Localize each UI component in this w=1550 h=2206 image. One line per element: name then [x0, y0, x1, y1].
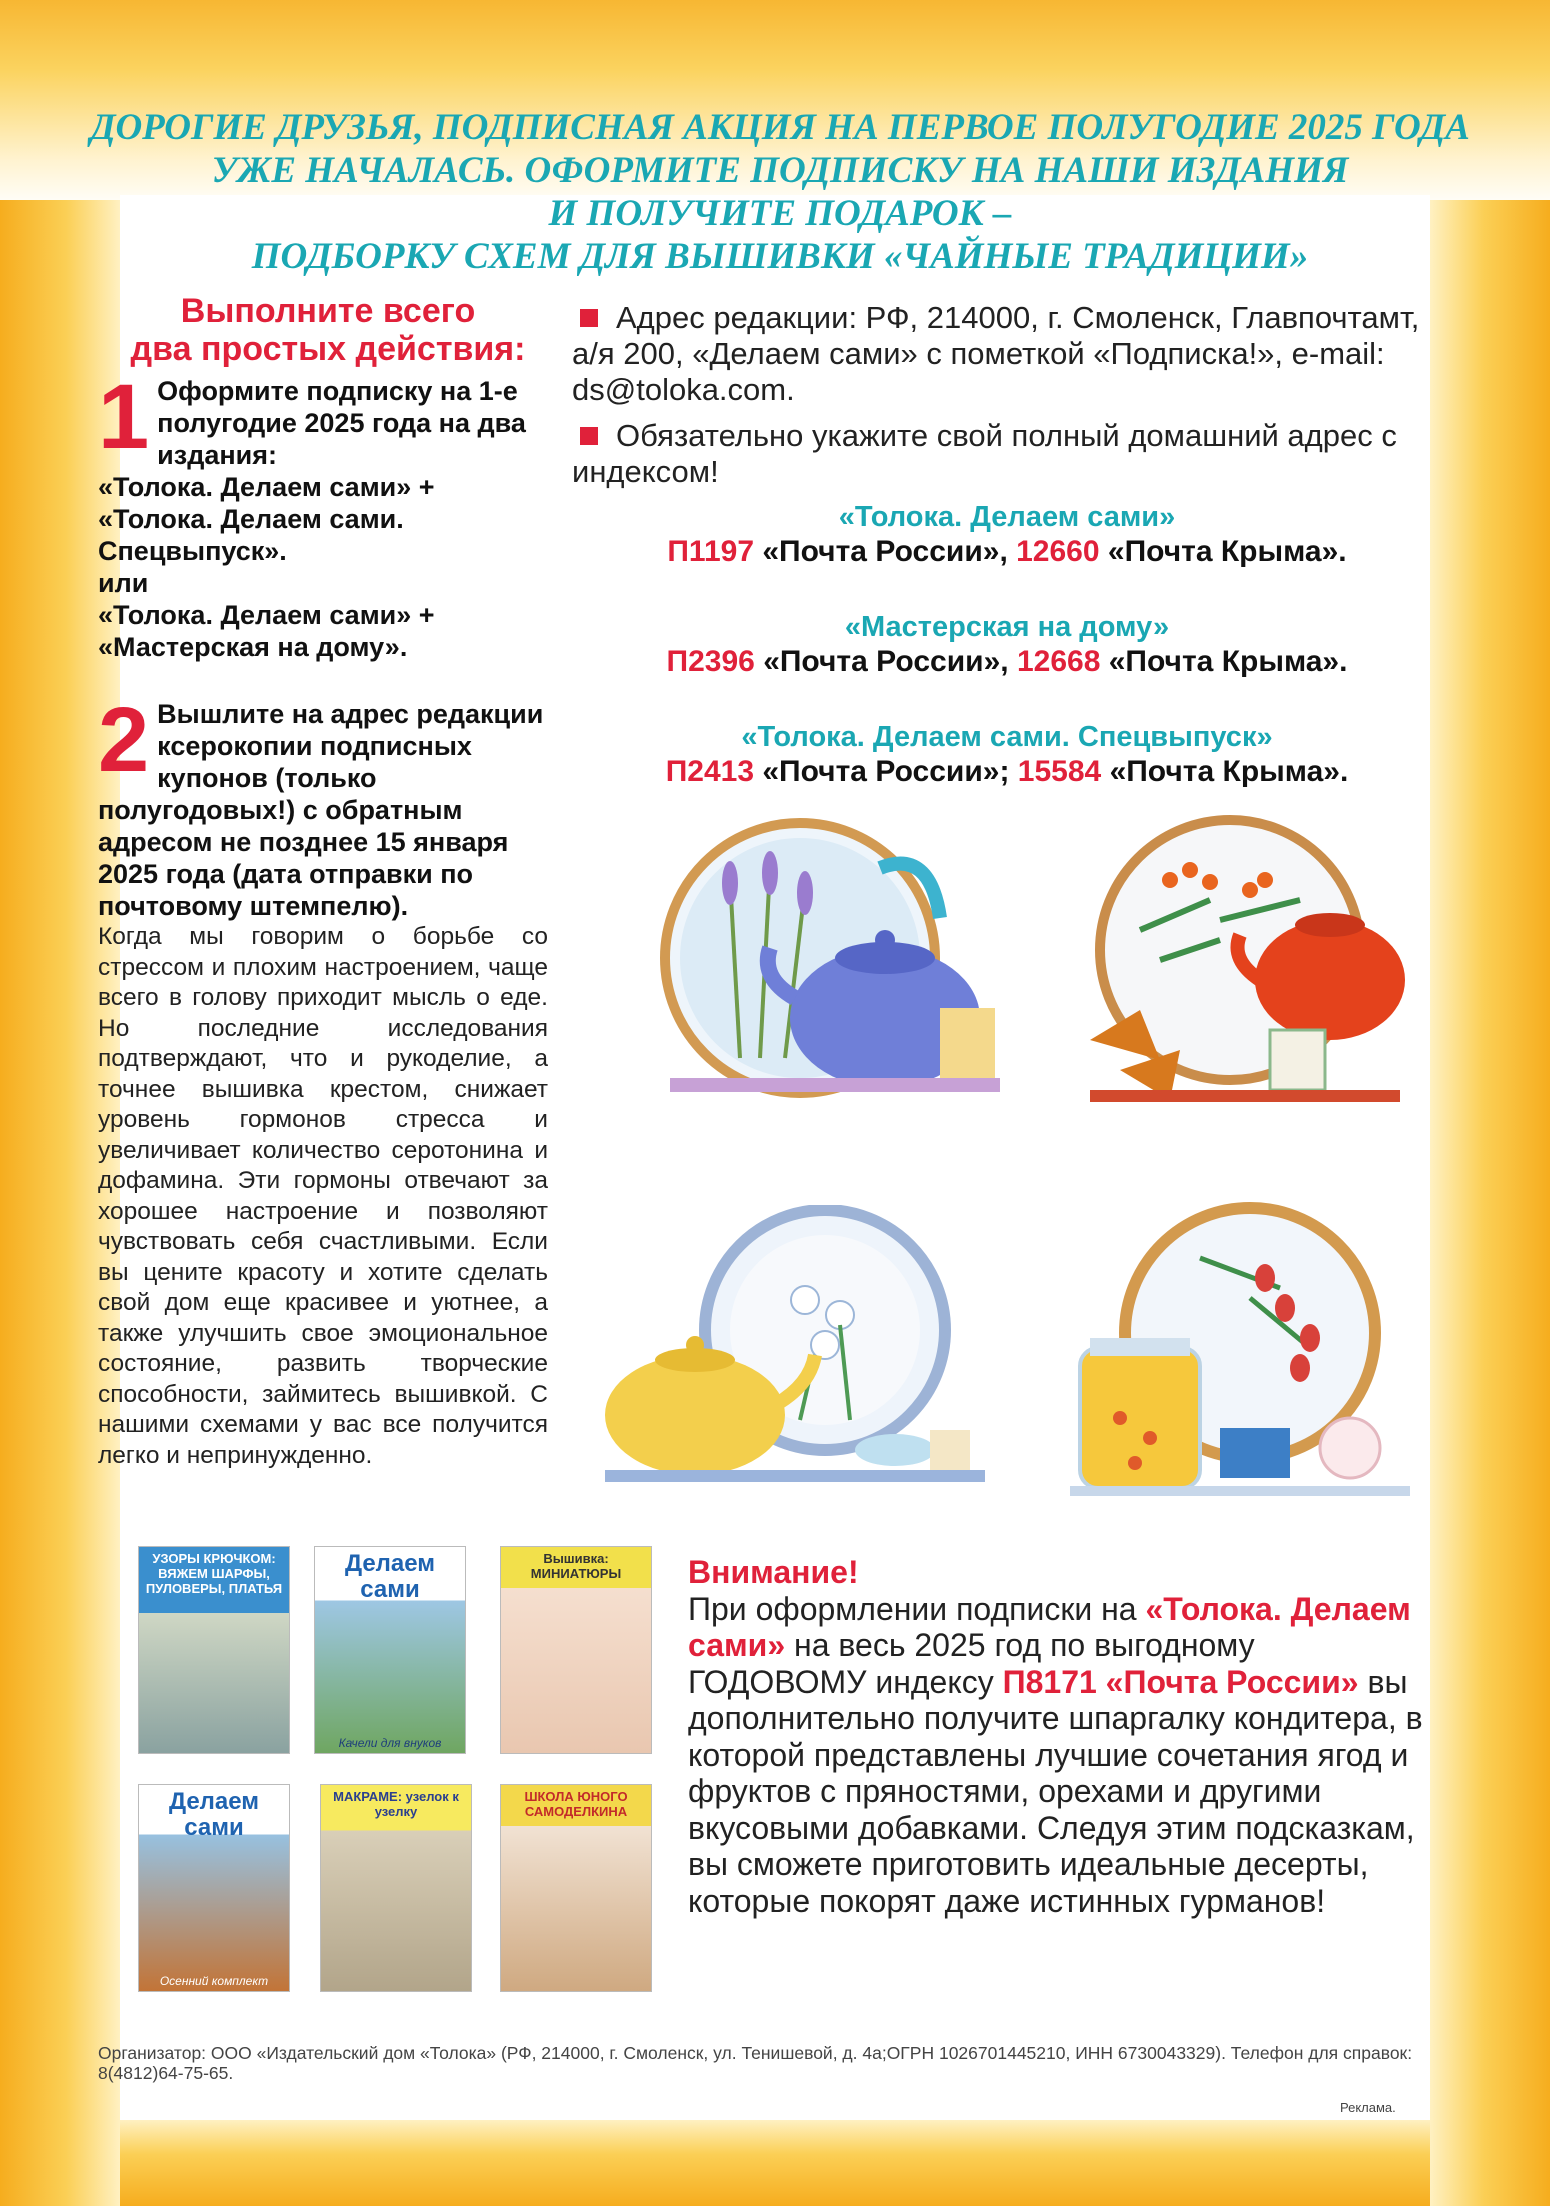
publication-2 — [572, 610, 1442, 680]
attention-title: Внимание! — [688, 1554, 859, 1590]
index-crimea: 12660 — [1016, 535, 1100, 568]
step-text: «Толока. Делаем сами» + «Мастерская на дому». — [98, 600, 435, 662]
publication-index — [572, 644, 1442, 680]
embroidery-red-teapot — [1050, 810, 1430, 1125]
organizer-info: Организатор: ООО «Издательский дом «Толока» (РФ, 214000, г. Смоленск, ул. Тенишевой, д. 4а;ОГРН 1026701445210, ИНН 6730043329). Телефон для справок: 8(4812)64-75-65. — [98, 2043, 1413, 2083]
post-russia: «Почта России»; — [762, 755, 1010, 788]
publication-index — [572, 754, 1442, 790]
frame-bottom — [120, 2120, 1430, 2206]
cover-caption: Качели для внуков — [338, 1736, 442, 1750]
magazine-cover — [314, 1546, 466, 1754]
frame-right — [1430, 200, 1550, 2206]
editorial-address — [572, 300, 1442, 408]
headline-line: УЖЕ НАЧАЛАСЬ. ОФОРМИТЕ ПОДПИСКУ НА НАШИ ИЗДАНИЯ — [211, 150, 1349, 191]
index-crimea: 12668 — [1016, 645, 1101, 678]
attention-text: на весь 2025 год по выгодному ГОДОВОМУ индексу — [688, 1627, 1255, 1700]
headline-line: И ПОЛУЧИТЕ ПОДАРОК – — [548, 193, 1012, 234]
post-crimea: «Почта Крыма». — [1107, 535, 1347, 568]
embroidery-blue-teapot — [610, 808, 1030, 1118]
steps-title — [108, 292, 548, 368]
step-number: 2 — [98, 689, 150, 791]
publication-index — [572, 534, 1442, 570]
cover-caption — [321, 1985, 471, 1991]
step-text: Вышлите на адрес редакции ксерокопии подписных купонов (только полугодовых!) с обратным адресом не позднее 15 января 2025 года (дата отправки по почтовому штемпелю). — [98, 699, 544, 921]
step-text: «Толока. Делаем сами» + «Толока. Делаем сами. Спецвыпуск». — [98, 472, 435, 566]
attention-text: При оформлении подписки на — [688, 1590, 1146, 1627]
square-bullet-icon — [580, 427, 598, 445]
cover-title: Вышивка: МИНИАТЮРЫ — [530, 1551, 622, 1581]
headline-line: ПОДБОРКУ СХЕМ ДЛЯ ВЫШИВКИ «ЧАЙНЫЕ ТРАДИЦИИ» — [251, 236, 1309, 277]
index-russia: П2413 — [665, 755, 755, 788]
embroidery-rosehip-jar — [1050, 1198, 1430, 1508]
step-1 — [98, 366, 548, 663]
cover-title: МАКРАМЕ: узелок к узелку — [333, 1789, 459, 1819]
post-russia: «Почта России», — [762, 535, 1008, 568]
index-russia: П2396 — [666, 645, 755, 678]
cover-caption — [501, 1747, 651, 1753]
embroidery-yellow-teapot — [585, 1205, 1005, 1495]
cover-title: ШКОЛА ЮНОГО САМОДЕЛКИНА — [524, 1789, 628, 1819]
post-crimea: «Почта Крыма». — [1108, 645, 1348, 678]
publication-name: «Толока. Делаем сами» — [838, 501, 1176, 533]
step-text: Оформите подписку на 1-е полугодие 2025 года на два издания: — [157, 376, 526, 470]
publication-3 — [572, 720, 1442, 790]
index-crimea: 15584 — [1017, 755, 1102, 788]
headline-line: ДОРОГИЕ ДРУЗЬЯ, ПОДПИСНАЯ АКЦИЯ НА ПЕРВОЕ ПОЛУГОДИЕ 2025 ГОДА — [90, 107, 1470, 148]
attention-index: П8171 «Почта России» — [1002, 1663, 1359, 1700]
article-text: Когда мы говорим о борьбе со стрессом и плохим настроением, чаще всего в голову приходит мысль о еде. Но последние исследования подтверждают, что и рукоделие, а точнее вышивка крестом, снижает уровень гормонов стресса и увеличивает количество серотонина и дофамина. Эти гормоны отвечают за хорошее настроение и позволяют чувствовать себя счастливыми. Если вы цените красоту и хотите сделать свой дом еще красивее и уютнее, а также улучшить свое эмоциональное состояние, развить творческие способности, займитесь вышивкой. С нашими схемами у вас все получится легко и непринужденно. — [98, 923, 548, 1469]
cover-caption — [139, 1747, 289, 1753]
index-russia: П1197 — [667, 535, 755, 568]
step-text: или — [98, 568, 149, 598]
steps-title-line: два простых действия: — [130, 330, 526, 368]
steps-title-line: Выполните всего — [180, 292, 476, 330]
step-number: 1 — [98, 366, 150, 468]
cover-title: Делаем сами — [168, 1788, 260, 1841]
magazine-cover — [138, 1546, 290, 1754]
headline — [80, 106, 1480, 278]
post-crimea: «Почта Крыма». — [1109, 755, 1349, 788]
cover-caption: Осенний комплект — [159, 1974, 269, 1988]
cover-caption — [501, 1985, 651, 1991]
magazine-cover — [138, 1784, 290, 1992]
attention-block — [688, 1554, 1428, 1919]
address-text: Адрес редакции: РФ, 214000, г. Смоленск, Главпочтамт, а/я 200, «Делаем сами» с пометкой «Подписка!», e-mail: ds@toloka.com. — [572, 300, 1420, 407]
publication-1 — [572, 500, 1442, 570]
address-note-text: Обязательно укажите свой полный домашний адрес с индексом! — [572, 418, 1397, 489]
magazine-cover — [320, 1784, 472, 1992]
cover-title: УЗОРЫ КРЮЧКОМ: ВЯЖЕМ ШАРФЫ, ПУЛОВЕРЫ, ПЛАТЬЯ — [145, 1551, 283, 1596]
publication-name: «Толока. Делаем сами. Спецвыпуск» — [741, 721, 1273, 753]
ad-label: Реклама. — [1340, 2100, 1396, 2115]
attention-publication: «Толока. Делаем сами» — [688, 1590, 1411, 1663]
magazine-cover — [500, 1546, 652, 1754]
attention-text: вы дополнительно получите шпаргалку кондитера, в которой представлены лучшие сочетания ягод и фруктов с пряностями, орехами и другими вкусовыми добавками. Следуя этим подсказкам, вы сможете приготовить идеальные десерты, которые покорят даже истинных гурманов! — [688, 1663, 1423, 1919]
cover-title: Делаем сами — [344, 1550, 436, 1603]
step-2 — [98, 689, 548, 922]
address-note — [572, 418, 1442, 490]
square-bullet-icon — [580, 309, 598, 327]
post-russia: «Почта России», — [763, 645, 1009, 678]
publication-name: «Мастерская на дому» — [844, 611, 1170, 643]
magazine-cover — [500, 1784, 652, 1992]
